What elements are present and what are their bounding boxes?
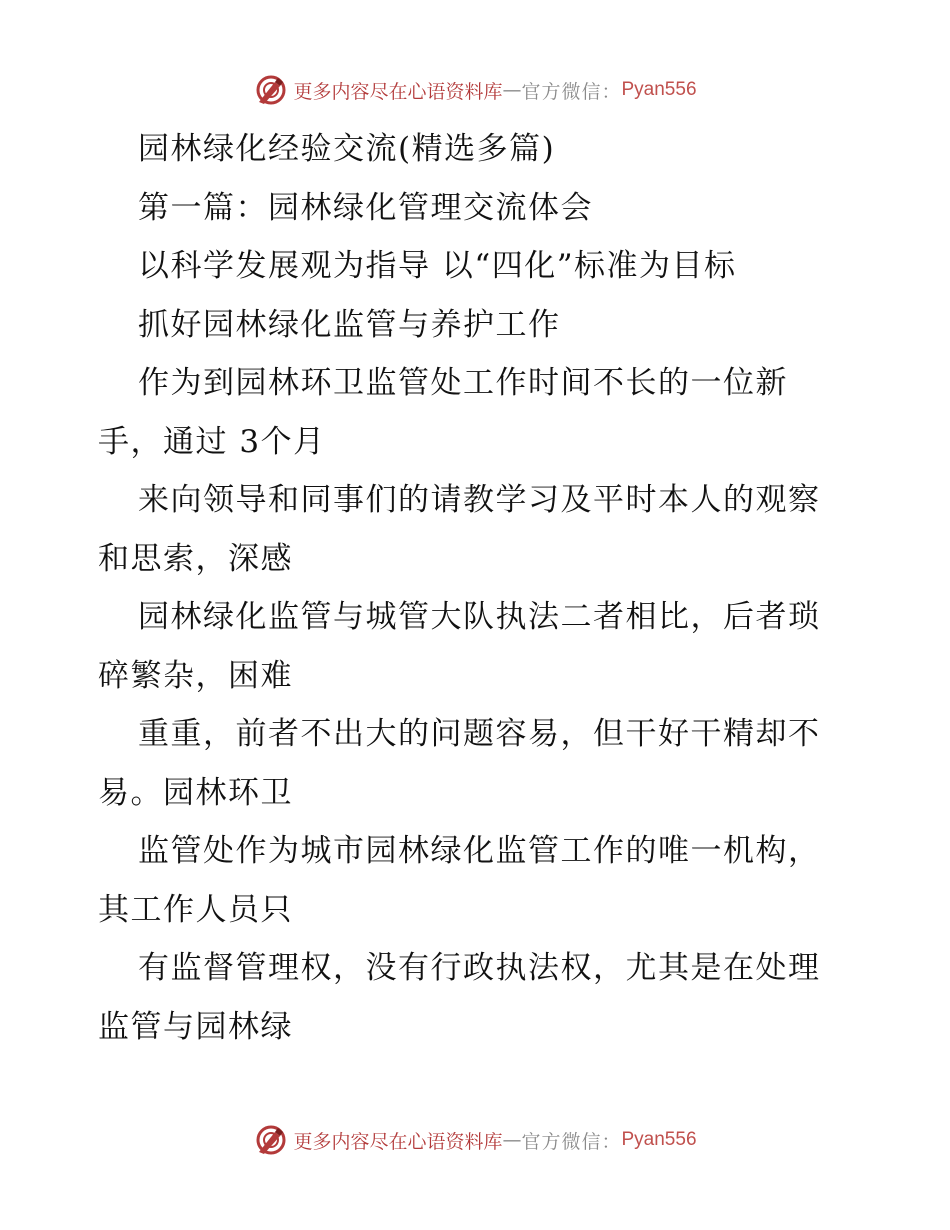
header-banner — [0, 70, 950, 110]
banner-wechat-id: Pyan556 — [621, 79, 697, 100]
banner-wechat-id: Pyan556 — [621, 1129, 697, 1150]
document-title: 园林绿化经验交流(精选多篇) — [138, 131, 556, 167]
paragraph-line: 监管处作为城市园林绿化监管工作的唯一机构， — [138, 833, 821, 869]
section-heading: 第一篇：园林绿化管理交流体会 — [138, 189, 593, 226]
banner-dash: — — [502, 1129, 522, 1151]
pen-logo-icon — [253, 1122, 289, 1158]
paragraph-line: 碎繁杂，困难 — [98, 657, 293, 694]
paragraph-line: 作为到园林环卫监管处工作时间不长的一位新 — [138, 365, 788, 401]
pen-logo-icon — [253, 72, 289, 108]
paragraph-line: 园林绿化监管与城管大队执法二者相比，后者琐 — [138, 599, 821, 635]
banner-dash: — — [502, 79, 522, 101]
banner-wechat-label: 官方微信： — [521, 1130, 622, 1153]
paragraph-line: 和思索，深感 — [98, 540, 293, 577]
paragraph-line: 手，通过 3个月 — [98, 423, 326, 460]
paragraph-line: 来向领导和同事们的请教学习及平时本人的观察 — [138, 482, 821, 518]
paragraph-line: 监管与园林绿 — [98, 1008, 293, 1045]
paragraph-line: 重重，前者不出大的问题容易，但干好干精却不 — [138, 716, 821, 752]
banner-site-text: 更多内容尽在心语资料库 — [293, 80, 503, 103]
paragraph-line: 有监督管理权，没有行政执法权，尤其是在处理 — [138, 950, 821, 986]
banner-wechat-label: 官方微信： — [521, 80, 622, 103]
subtitle-line: 抓好园林绿化监管与养护工作 — [138, 306, 561, 343]
banner-site-text: 更多内容尽在心语资料库 — [293, 1130, 503, 1153]
paragraph-line: 其工作人员只 — [98, 891, 293, 928]
document-body — [98, 120, 858, 1056]
subtitle-line: 以科学发展观为指导 以“四化”标准为目标 — [138, 248, 737, 284]
footer-banner — [0, 1120, 950, 1160]
paragraph-line: 易。园林环卫 — [98, 774, 293, 811]
